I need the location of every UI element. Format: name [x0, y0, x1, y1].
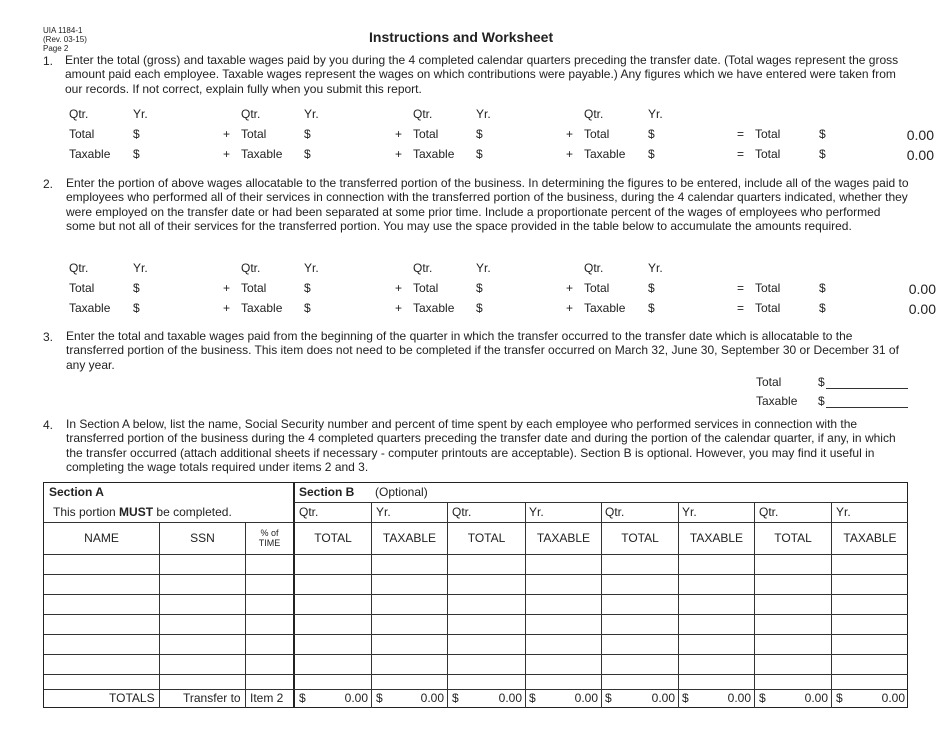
yr-label: Yr.	[529, 505, 544, 519]
yr-label: Yr.	[476, 261, 491, 275]
dollar-sign: $	[476, 301, 483, 315]
totals-value[interactable]: 0.00	[727, 691, 751, 705]
taxable-label: Taxable	[413, 301, 455, 315]
row-divider	[44, 574, 908, 575]
item-3-total-label: Total	[756, 375, 782, 389]
item-3-total-input[interactable]	[826, 376, 908, 389]
row-divider	[44, 634, 908, 635]
qtr-label: Qtr.	[584, 261, 604, 275]
equals-sign: =	[737, 127, 745, 141]
item-1-text: Enter the total (gross) and taxable wages paid by you during the 4 completed calendar quarters preceding the transfer date. (Total wages represent the gross amount paid each employee. Taxable wages represent the wages on which contributions were payable.) Any figures which we have entered were taken from our records. If not correct, explain fully when you submit this report.	[65, 53, 899, 96]
item-2-text: Enter the portion of above wages allocatable to the transferred portion of the business. In determining the figures to be entered, include all of the wages paid to employees who performed all of their services in connection with the transferred portion of the business, during the 4 calendar quarters indicated, whether they were employed on the transfer date or had been separated at some prior time. Include a proportionate percent of the wages of employees who performed some but not all of their services for the transferred portion. You may use the space provided in the table below to accumulate the amounts required.	[66, 176, 909, 234]
totals-value[interactable]: 0.00	[498, 691, 522, 705]
plus-sign: +	[566, 301, 574, 315]
row-divider	[44, 594, 908, 595]
plus-sign: +	[223, 127, 231, 141]
total-label: Total	[241, 281, 267, 295]
taxable-label: Taxable	[69, 301, 111, 315]
dollar-sign: $	[452, 691, 459, 705]
total-result-label: Total	[755, 281, 781, 295]
section-a-note	[53, 505, 232, 519]
row-divider	[294, 502, 908, 503]
form-number: UIA 1184-1	[43, 26, 83, 35]
plus-sign: +	[395, 147, 403, 161]
dollar-sign: $	[304, 147, 311, 161]
col-header-total: TOTAL	[621, 531, 659, 545]
item-3-number: 3.	[43, 330, 54, 344]
plus-sign: +	[223, 281, 231, 295]
item-1-total-value[interactable]: 0.00	[906, 127, 934, 143]
taxable-label: Taxable	[584, 301, 626, 315]
item-3-taxable-label: Taxable	[756, 394, 798, 408]
yr-label: Yr.	[648, 261, 663, 275]
col-header-taxable: TAXABLE	[689, 531, 744, 545]
col-header-total: TOTAL	[467, 531, 506, 545]
taxable-label: Taxable	[69, 147, 111, 161]
col-divider	[245, 522, 246, 708]
dollar-sign: $	[648, 147, 655, 161]
total-label: Total	[413, 281, 439, 295]
taxable-label: Taxable	[584, 147, 626, 161]
page-title: Instructions and Worksheet	[369, 29, 554, 45]
item-3-text: Enter the total and taxable wages paid from the beginning of the quarter in which the transfer occurred to the transfer date which is allocatable to the transferred portion of the business. This item does not need to be completed if the transfer occurred on March 32, June 30, September 30 or December 31 of any year.	[66, 329, 899, 372]
row-divider	[44, 674, 908, 675]
transfer-to-label: Transfer to	[183, 691, 241, 705]
col-header-total: TOTAL	[774, 531, 812, 545]
col-header-total: TOTAL	[314, 531, 352, 545]
dollar-sign: $	[376, 691, 383, 705]
qtr-label: Qtr.	[69, 261, 89, 275]
row-divider	[44, 689, 908, 690]
row-divider	[44, 554, 908, 555]
plus-sign: +	[223, 147, 231, 161]
item-3-taxable-input[interactable]	[826, 395, 908, 408]
dollar-sign: $	[304, 281, 311, 295]
qtr-label: Qtr.	[413, 261, 433, 275]
qtr-label: Qtr.	[413, 107, 433, 121]
qtr-label: Qtr.	[605, 505, 625, 519]
total-result-label: Total	[755, 301, 781, 315]
item-2-total-value[interactable]: 0.00	[908, 281, 936, 297]
total-label: Total	[69, 281, 95, 295]
dollar-sign: $	[476, 281, 483, 295]
dollar-sign: $	[304, 127, 311, 141]
must-suffix: be completed.	[156, 505, 232, 519]
total-result-label: Total	[755, 147, 781, 161]
total-label: Total	[413, 127, 439, 141]
dollar-sign: $	[818, 394, 825, 408]
col-header-taxable: TAXABLE	[536, 531, 591, 545]
dollar-sign: $	[648, 281, 655, 295]
row-divider	[44, 522, 908, 523]
yr-label: Yr.	[476, 107, 491, 121]
item-1-number: 1.	[43, 54, 54, 68]
form-revision: (Rev. 03-15)	[43, 35, 87, 44]
dollar-sign: $	[304, 301, 311, 315]
plus-sign: +	[566, 281, 574, 295]
dollar-sign: $	[133, 127, 140, 141]
dollar-sign: $	[529, 691, 536, 705]
dollar-sign: $	[819, 301, 826, 315]
qtr-label: Qtr.	[241, 107, 261, 121]
qtr-label: Qtr.	[452, 505, 472, 519]
dollar-sign: $	[759, 691, 766, 705]
yr-label: Yr.	[682, 505, 697, 519]
qtr-label: Qtr.	[69, 107, 89, 121]
plus-sign: +	[395, 127, 403, 141]
item-4-text: In Section A below, list the name, Social Security number and percent of time spent by each employee who performed services in connection with the transferred portion of the business during the 4 completed quarters preceding the transfer date and during the portion of the calendar quarter, if any, in which the transfer occurred (attach additional sheets if necessary - computer printouts are acceptable). Section B is optional. However, you may find it useful in completing the wage totals required under items 2 and 3.	[66, 417, 896, 475]
qtr-label: Qtr.	[299, 505, 319, 519]
totals-value[interactable]: 0.00	[651, 691, 675, 705]
yr-label: Yr.	[304, 261, 319, 275]
qtr-label: Qtr.	[584, 107, 604, 121]
row-divider	[44, 654, 908, 655]
yr-label: Yr.	[304, 107, 319, 121]
plus-sign: +	[566, 147, 574, 161]
total-label: Total	[69, 127, 95, 141]
col-header-ssn: SSN	[190, 531, 215, 545]
item-2-label: Item 2	[250, 691, 284, 705]
col-header-pct-time	[246, 528, 293, 548]
item-1-taxable-value[interactable]: 0.00	[906, 147, 934, 163]
dollar-sign: $	[682, 691, 689, 705]
taxable-label: Taxable	[241, 147, 283, 161]
dollar-sign: $	[819, 147, 826, 161]
dollar-sign: $	[819, 127, 826, 141]
dollar-sign: $	[476, 147, 483, 161]
must-word: MUST	[119, 505, 154, 519]
plus-sign: +	[395, 301, 403, 315]
dollar-sign: $	[133, 281, 140, 295]
yr-label: Yr.	[133, 107, 148, 121]
col-header-taxable: TAXABLE	[843, 531, 897, 545]
equals-sign: =	[737, 147, 745, 161]
yr-label: Yr.	[836, 505, 851, 519]
pct-line-1: % of	[260, 528, 279, 538]
plus-sign: +	[223, 301, 231, 315]
yr-label: Yr.	[376, 505, 391, 519]
item-4-number: 4.	[43, 418, 54, 432]
totals-value[interactable]: 0.00	[574, 691, 598, 705]
dollar-sign: $	[299, 691, 306, 705]
total-label: Total	[584, 127, 610, 141]
plus-sign: +	[395, 281, 403, 295]
section-a-title: Section A	[49, 485, 104, 499]
dollar-sign: $	[605, 691, 612, 705]
equals-sign: =	[737, 301, 745, 315]
totals-value[interactable]: 0.00	[344, 691, 368, 705]
qtr-label: Qtr.	[241, 261, 261, 275]
qtr-label: Qtr.	[759, 505, 779, 519]
row-divider	[44, 614, 908, 615]
total-label: Total	[241, 127, 267, 141]
page-number: Page 2	[43, 44, 69, 53]
dollar-sign: $	[648, 301, 655, 315]
taxable-label: Taxable	[413, 147, 455, 161]
total-label: Total	[584, 281, 610, 295]
dollar-sign: $	[818, 375, 825, 389]
item-2-taxable-value[interactable]: 0.00	[908, 301, 936, 317]
col-divider	[159, 522, 160, 708]
taxable-label: Taxable	[241, 301, 283, 315]
totals-value[interactable]: 0.00	[881, 691, 905, 705]
dollar-sign: $	[476, 127, 483, 141]
dollar-sign: $	[836, 691, 843, 705]
totals-label: TOTALS	[109, 691, 155, 705]
totals-value[interactable]: 0.00	[420, 691, 444, 705]
employee-wage-table	[43, 482, 908, 708]
section-b-title: Section B	[299, 485, 355, 499]
must-prefix: This portion	[53, 505, 116, 519]
col-header-name: NAME	[84, 531, 119, 545]
yr-label: Yr.	[648, 107, 663, 121]
yr-label: Yr.	[133, 261, 148, 275]
dollar-sign: $	[819, 281, 826, 295]
plus-sign: +	[566, 127, 574, 141]
dollar-sign: $	[648, 127, 655, 141]
pct-line-2: TIME	[258, 538, 281, 548]
section-b-optional: (Optional)	[375, 485, 428, 499]
col-header-taxable: TAXABLE	[382, 531, 437, 545]
equals-sign: =	[737, 281, 745, 295]
total-result-label: Total	[755, 127, 781, 141]
dollar-sign: $	[133, 301, 140, 315]
totals-value[interactable]: 0.00	[804, 691, 828, 705]
item-2-number: 2.	[43, 177, 54, 191]
dollar-sign: $	[133, 147, 140, 161]
